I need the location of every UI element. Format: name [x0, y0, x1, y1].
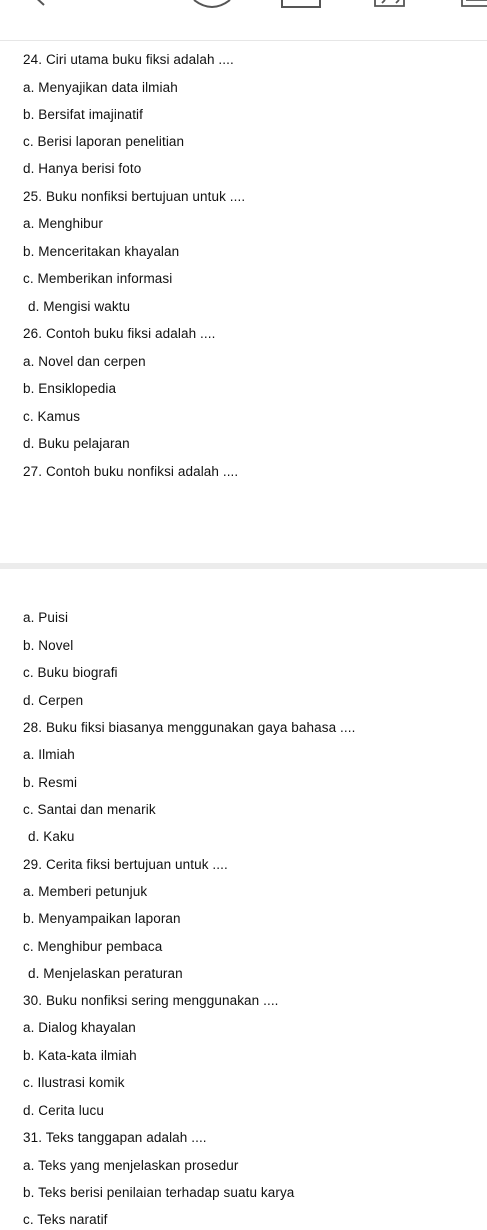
question-27: 27. Contoh buku nonfiksi adalah ....: [23, 464, 239, 479]
option-31c: c. Teks naratif: [23, 1212, 108, 1227]
option-29c: c. Menghibur pembaca: [23, 939, 163, 954]
option-31b: b. Teks berisi penilaian terhadap suatu karya: [23, 1185, 295, 1200]
question-26: 26. Contoh buku fiksi adalah ....: [23, 326, 216, 341]
option-28a: a. Ilmiah: [23, 747, 75, 762]
option-27b: b. Novel: [23, 638, 74, 653]
option-31a: a. Teks yang menjelaskan prosedur: [23, 1158, 239, 1173]
option-26d: d. Buku pelajaran: [23, 436, 130, 451]
question-29: 29. Cerita fiksi bertujuan untuk ....: [23, 857, 228, 872]
crop-tool-icon[interactable]: [375, 0, 404, 6]
question-28: 28. Buku fiksi biasanya menggunakan gaya bahasa ....: [23, 720, 356, 735]
option-27c: c. Buku biografi: [23, 665, 118, 680]
option-26c: c. Kamus: [23, 409, 81, 424]
question-30: 30. Buku nonfiksi sering menggunakan ....: [23, 993, 279, 1008]
option-24b: b. Bersifat imajinatif: [23, 107, 143, 122]
option-25a: a. Menghibur: [23, 216, 103, 231]
option-30d: d. Cerita lucu: [23, 1103, 104, 1118]
page-separator: [0, 563, 487, 569]
option-24d: d. Hanya berisi foto: [23, 161, 142, 176]
top-toolbar: [0, 0, 487, 41]
option-27d: d. Cerpen: [23, 693, 84, 708]
option-26b: b. Ensiklopedia: [23, 381, 117, 396]
question-25: 25. Buku nonfiksi bertujuan untuk ....: [23, 189, 246, 204]
option-28d: d. Kaku: [28, 829, 75, 844]
option-28c: c. Santai dan menarik: [23, 802, 156, 817]
option-30c: c. Ilustrasi komik: [23, 1075, 125, 1090]
option-25c: c. Memberikan informasi: [23, 271, 173, 286]
rectangle-tool-icon[interactable]: [282, 0, 320, 7]
option-27a: a. Puisi: [23, 610, 69, 625]
option-24a: a. Menyajikan data ilmiah: [23, 80, 178, 95]
option-26a: a. Novel dan cerpen: [23, 354, 146, 369]
layers-tool-icon[interactable]: [462, 0, 487, 6]
option-24c: c. Berisi laporan penelitian: [23, 134, 185, 149]
option-29d: d. Menjelaskan peraturan: [28, 966, 183, 981]
option-25d: d. Mengisi waktu: [28, 299, 131, 314]
shape-tool-icon[interactable]: [194, 0, 230, 7]
question-31: 31. Teks tanggapan adalah ....: [23, 1130, 207, 1145]
option-29b: b. Menyampaikan laporan: [23, 911, 181, 926]
option-30a: a. Dialog khayalan: [23, 1020, 136, 1035]
option-25b: b. Menceritakan khayalan: [23, 244, 180, 259]
option-28b: b. Resmi: [23, 775, 78, 790]
question-24: 24. Ciri utama buku fiksi adalah ....: [23, 52, 234, 67]
option-29a: a. Memberi petunjuk: [23, 884, 148, 899]
back-chevron-icon[interactable]: [32, 0, 44, 5]
option-30b: b. Kata-kata ilmiah: [23, 1048, 137, 1063]
